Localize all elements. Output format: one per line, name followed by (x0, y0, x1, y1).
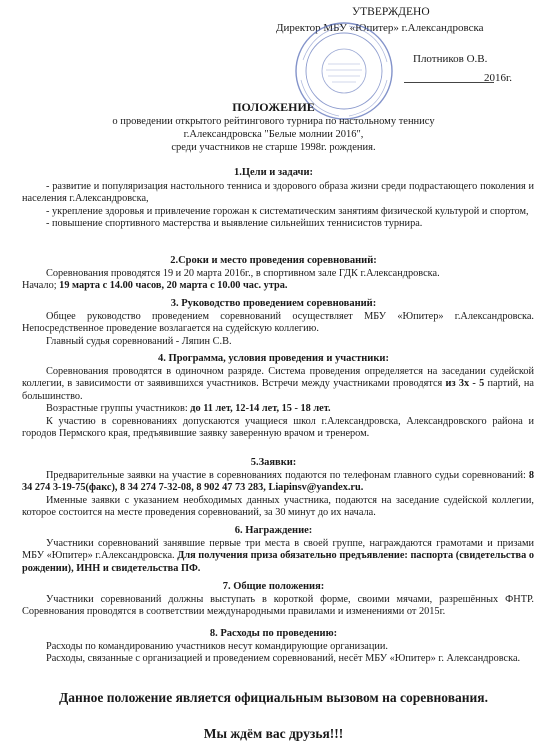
section-6-heading: 6. Награждение: (234, 525, 313, 536)
start-times: 19 марта с 14.00 часов, 20 марта с 10.00 час. утра. (59, 280, 288, 292)
chief-judge-text: Главный судья соревнований - Ляпин С.В. (46, 335, 232, 347)
section-2-body (22, 268, 534, 293)
prize-requirements: Для получения приза обязательно предъявление: паспорта (свидетельства о рождении), ИНН и свидетельства ПФ. (22, 550, 535, 574)
named-applications-text: Именные заявки с указанием необходимых данных участника, подаются на заседание судейской коллегии, которое состоится на месте проведения соревнований, за 30 минут до их начала. (22, 494, 534, 519)
applications-text: Предварительные заявки на участие в соревнованиях подаются по телефонам главного судьи соревнований: (46, 470, 526, 481)
start-label: Начало; (22, 280, 57, 292)
official-call-text: Данное положение является официальным вызовом на соревнования. (59, 690, 488, 705)
section-1-body (22, 181, 534, 231)
approved-label: УТВЕРЖДЕНО (352, 6, 430, 18)
goal-line: - укрепление здоровья и привлечение горожан к систематическим занятиям физической культурой и спортом, (46, 205, 529, 217)
section-6-body (22, 538, 534, 575)
section-4-heading: 4. Программа, условия проведения и участники: (158, 353, 389, 364)
awards-text: Участники соревнований занявшие первые три места в своей группе, награждаются грамотами и призами МБУ «Юпитер» г.Александровска. (22, 538, 534, 562)
admission-text: К участию в соревнованиях допускаются учащиеся школ г.Александровска, Александровского района и городов Пермского края, предъявившие заявку заверенную врачом и тренером. (22, 415, 534, 440)
section-5-heading: 5.Заявки: (250, 457, 297, 468)
organizer-expenses-text: Расходы, связанные с организацией и проведением соревнований, несёт МБУ «Юпитер» г. Александровска. (46, 653, 521, 665)
subtitle-line-3: среди участников не старше 1998г. рождения. (171, 142, 376, 153)
section-3-heading: 3. Руководство проведением соревнований: (170, 298, 377, 309)
goal-line: - повышение спортивного мастерства и выявление сильнейших теннисистов турнира. (46, 218, 423, 230)
general-provisions-text: Участники соревнований должны выступать в короткой форме, своими мячами, разрешённых ФНТР. Соревнования проводятся в соответствии международными правилами и изменениями от 2015г. (22, 594, 534, 618)
goal-line: - развитие и популяризация настольного тенниса и здорового образа жизни среди подрастающего поколения и населения г.Александровска, (22, 181, 534, 205)
section-4-body (22, 366, 534, 440)
management-text: Общее руководство проведением соревнований осуществляет МБУ «Юпитер» г.Александровска. Непосредственное проведение возлагается на судейскую коллегию. (22, 311, 534, 335)
document-title: ПОЛОЖЕНИЕ (232, 100, 315, 114)
section-3-body (22, 311, 534, 348)
director-label: Директор МБУ «Юпитер» г.Александровска (276, 22, 484, 34)
sets-count: из 3х - 5 (445, 378, 485, 390)
section-8-heading: 8. Расходы по проведению: (209, 628, 338, 639)
section-7-body (22, 594, 534, 619)
signature-line (404, 82, 494, 83)
contact-phones: 8 34 274 3-19-75(факс), 8 34 274 7-32-08, 8 902 47 73 283, Liapinsv@yandex.ru. (22, 470, 534, 494)
dates-text: Соревнования проводятся 19 и 20 марта 2016г., в спортивном зале ГДК г.Александровска. (46, 268, 440, 279)
approval-date: 2016г. (484, 72, 513, 84)
expenses-text: Расходы по командированию участников несут командирующие организации. (46, 641, 388, 652)
director-name: Плотников О.В. (413, 53, 488, 65)
subtitle-line-1: о проведении открытого рейтингового турнира по настольному теннису (112, 116, 435, 127)
section-5-body (22, 470, 534, 520)
age-groups-label: Возрастные группы участников: (46, 403, 188, 415)
section-2-heading: 2.Сроки и место проведения соревнований: (170, 255, 377, 266)
age-groups-values: до 11 лет, 12-14 лет, 15 - 18 лет. (190, 403, 331, 415)
program-text: Соревнования проводятся в одиночном разряде. Система проведения определяется на заседании судейской коллегии, в зависимости от заявившихся участников. Встречи между участниками проводятся (22, 366, 534, 390)
welcome-text: Мы ждём вас друзья!!! (203, 726, 344, 741)
subtitle-line-2: г.Александровска "Белые молнии 2016", (183, 129, 364, 140)
section-8-body (22, 641, 534, 666)
program-text-end: партий, на большинство. (22, 378, 535, 402)
section-1-heading: 1.Цели и задачи: (233, 167, 314, 178)
section-7-heading: 7. Общие положения: (222, 581, 325, 592)
